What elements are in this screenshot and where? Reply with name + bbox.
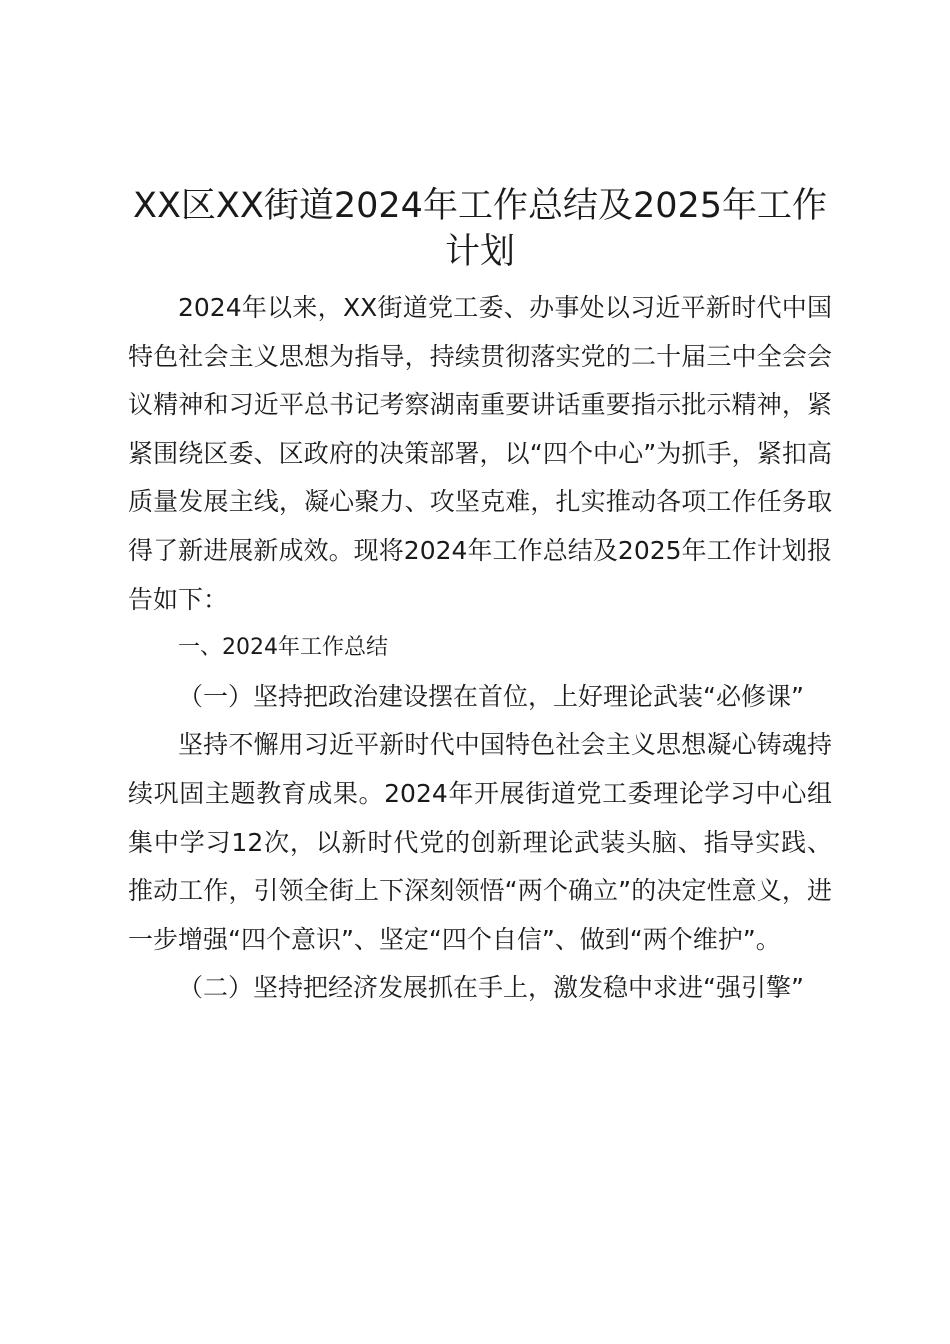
- document-title: XX区XX街道2024年工作总结及2025年工作计划: [132, 186, 828, 272]
- section-heading-1: 一、2024年工作总结: [178, 635, 388, 661]
- subsection-heading-1: （一）坚持把政治建设摆在首位，上好理论武装“必修课”: [178, 681, 804, 711]
- subsection-heading-2: （二）坚持把经济发展抓在手上，激发稳中求进“强引擎”: [178, 973, 804, 1003]
- document-page: [128, 183, 832, 1013]
- intro-paragraph: 2024年以来，XX街道党工委、办事处以习近平新时代中国特色社会主义思想为指导，持续贯彻落实党的二十届三中全会会议精神和习近平总书记考察湖南重要讲话重要指示批示精神，紧紧围绕区委、区政府的决策部署，以“四个中心”为抓手，紧扣高质量发展主线，凝心聚力、攻坚克难，扎实推动各项工作任务取得了新进展新成效。现将2024年工作总结及2025年工作计划报告如下：: [128, 293, 832, 614]
- subsection-1-paragraph: 坚持不懈用习近平新时代中国特色社会主义思想凝心铸魂持续巩固主题教育成果。2024年开展街道党工委理论学习中心组集中学习12次，以新时代党的创新理论武装头脑、指导实践、推动工作，引领全街上下深刻领悟“两个确立”的决定性意义，进一步增强“四个意识”、坚定“四个自信”、做到“两个维护”。: [128, 730, 832, 954]
